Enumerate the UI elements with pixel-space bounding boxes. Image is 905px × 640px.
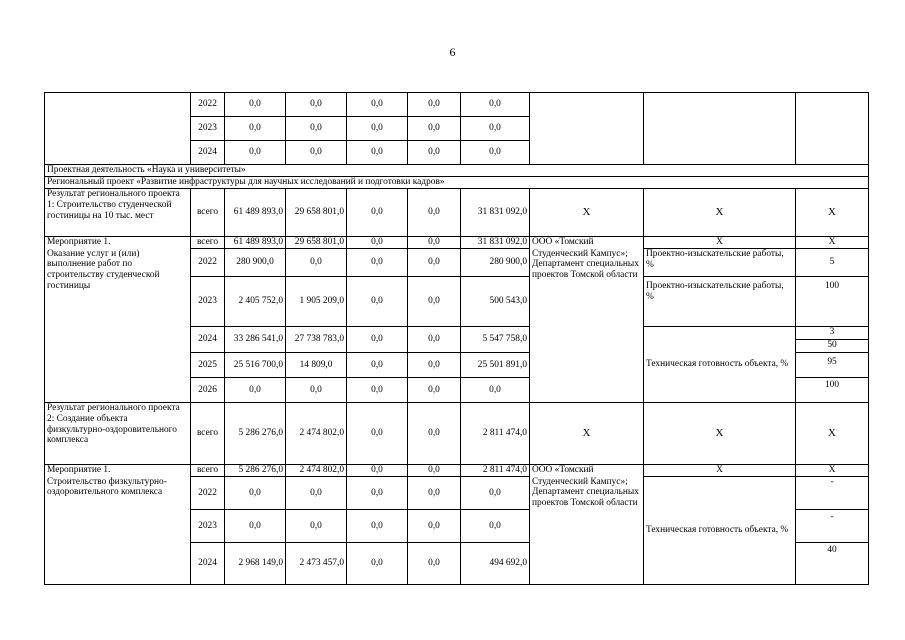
table-row: Мероприятие 1. всего 5 286 276,0 2 474 802,0 0,0 0,0 2 811 474,0 ООО «Томский X X [45,465,869,477]
budget-table [44,92,869,585]
event-1-executor: Студенческий Кампус»; Департамент специальных проектов Томской области [530,249,644,403]
table-row: 2022 0,0 0,0 0,0 0,0 0,0 [45,93,869,117]
event-1-indicator-values: 3 50 [796,327,869,353]
event-2-description: Строительство физкультурно-оздоровительного комплекса [45,477,191,585]
table-row: 2025 25 516 700,0 14 809,0 0,0 0,0 25 501 891,0 95 [45,353,869,378]
table-row: 2024 2 968 149,0 2 473 457,0 0,0 0,0 494 692,0 40 [45,543,869,585]
table-row: Мероприятие 1. всего 61 489 893,0 29 658 801,0 0,0 0,0 31 831 092,0 ООО «Томский X X [45,237,869,249]
event-2-executor: Студенческий Кампус»; Департамент специальных проектов Томской области [530,477,644,585]
table-row: Строительство физкультурно-оздоровительного комплекса 2022 0,0 0,0 0,0 0,0 0,0 Студенческий Кампус»; Департамент специальных проектов Томской области Техническая готовность объекта, % - [45,477,869,510]
event-2-title: Мероприятие 1. [45,465,191,477]
table-row: 2024 33 286 541,0 27 738 783,0 0,0 0,0 5 547 758,0 Техническая готовность объекта, % 3 50 [45,327,869,353]
table-row: 2023 0,0 0,0 0,0 0,0 0,0 [45,117,869,141]
section-header-regional-project: Региональный проект «Развитие инфраструктуры для научных исследований и подготовки кадров» [45,177,869,189]
result-1-name: Результат регионального проекта 1: Строительство студенческой гостиницы на 10 тыс. мест [45,189,191,237]
event-1-title: Мероприятие 1. [45,237,191,249]
event-2-executor-line1: ООО «Томский [530,465,644,477]
table-row: 2023 2 405 752,0 1 905 209,0 0,0 0,0 500 543,0 Проектно-изыскательские работы, % 100 [45,277,869,327]
table-row: 2024 0,0 0,0 0,0 0,0 0,0 [45,141,869,165]
page-number: 6 [449,45,456,59]
section-header-project-activity: Проектная деятельность «Наука и университеты» [45,165,869,177]
table-row: 2026 0,0 0,0 0,0 0,0 0,0 100 [45,378,869,403]
table-row: Оказание услуг и (или) выполнение работ по строительству студенческой гостиницы 2022 280 900,0 0,0 0,0 0,0 280 900,0 Студенческий Кампус»; Департамент специальных проектов Томской области Проектно-изыскательские работы, % 5 [45,249,869,277]
table-row: Результат регионального проекта 1: Строительство студенческой гостиницы на 10 тыс. мест всего 61 489 893,0 29 658 801,0 0,0 0,0 31 831 092,0 X X X [45,189,869,237]
result-2-name: Результат регионального проекта 2: Создание объекта физкультурно-оздоровительного комплекса [45,403,191,465]
event-1-executor-line1: ООО «Томский [530,237,644,249]
table-row: Результат регионального проекта 2: Создание объекта физкультурно-оздоровительного комплекса всего 5 286 276,0 2 474 802,0 0,0 0,0 2 811 474,0 X X X [45,403,869,465]
table-row: 2023 0,0 0,0 0,0 0,0 0,0 - [45,510,869,543]
event-1-description: Оказание услуг и (или) выполнение работ по строительству студенческой гостиницы [45,249,191,403]
